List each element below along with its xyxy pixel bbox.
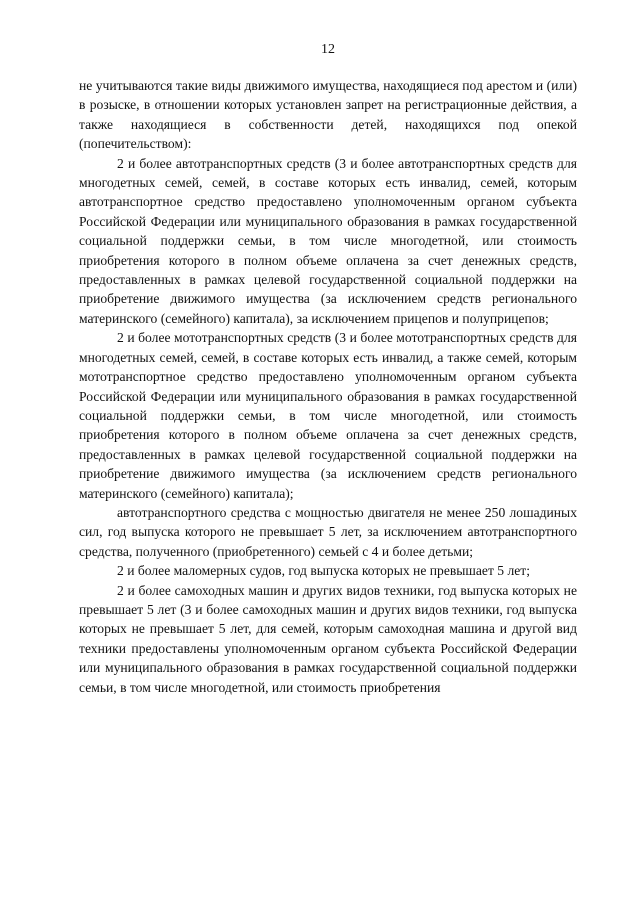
paragraph-small-vessels: 2 и более маломерных судов, год выпуска которых не превышает 5 лет; (117, 563, 531, 579)
paragraph-self-propelled-machines: 2 и более самоходных машин и других видов техники, год выпуска которых не превышает 5 лет (3 и более самоходных машин и других видов техники, год выпуска которых не превышает 5 лет, для семей, которым самоходная машина и другой вид техники предоставлены уполномоченным органом субъекта Российской Федерации или муниципального образования в рамках государственной социальной поддержки семьи, в том числе многодетной, или стоимость приобретения (79, 582, 577, 695)
paragraph-moto-vehicles: 2 и более мототранспортных средств (3 и более мототранспортных средств для многодетных семей, семей, в составе которых есть инвалид, а также семей, которым мототранспортное средство предоставлено уполномоченным органом субъекта Российской Федерации или муниципального образования в рамках государственной социальной поддержки семьи, в том числе многодетной, или стоимость приобретения которого в полном объеме оплачена за счет денежных средств, предоставленных в рамках целевой государственной социальной поддержки на приобретение движимого имущества (за исключением средств регионального материнского (семейного) капитала); (79, 330, 577, 501)
paragraph-engine-power: автотранспортного средства с мощностью двигателя не менее 250 лошадиных сил, год выпуска которого не превышает 5 лет, за исключением автотранспортного средства, полученного (приобретенного) семьей с 4 и более детьми; (79, 504, 577, 559)
paragraph-continuation: не учитываются такие виды движимого имущества, находящиеся под арестом и (или) в розыске, в отношении которых установлен запрет на регистрационные действия, а также находящиеся в собственности детей, находящихся под опекой (попечительством): (79, 78, 577, 152)
paragraph-auto-vehicles: 2 и более автотранспортных средств (3 и более автотранспортных средств для многодетных семей, семей, в составе которых есть инвалид, семей, которым автотранспортное средство предоставлено уполномоченным органом субъекта Российской Федерации или муниципального образования в рамках государственной социальной поддержки семьи, в том числе многодетной, или стоимость приобретения которого в полном объеме оплачена за счет денежных средств, предоставленных в рамках целевой государственной социальной поддержки на приобретение движимого имущества (за исключением средств регионального материнского (семейного) капитала), за исключением прицепов и полуприцепов; (79, 155, 577, 326)
page-number: 12 (321, 42, 335, 57)
body-text (79, 76, 577, 697)
